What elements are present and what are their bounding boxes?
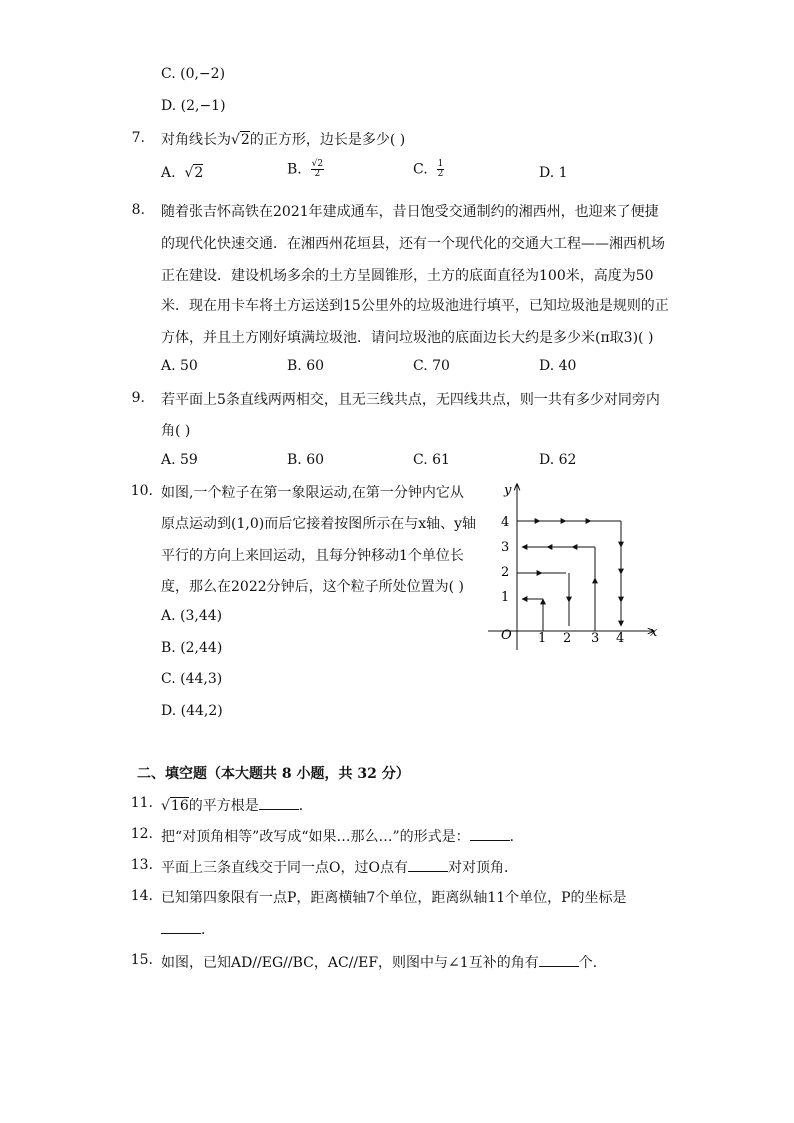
x-axis-label: x [650, 625, 658, 640]
q7-stem [161, 130, 405, 150]
q8-option-a: A. 50 [161, 358, 198, 374]
q15-blank[interactable] [539, 952, 579, 967]
q6-option-d: D. (2,−1) [161, 98, 226, 114]
x-tick-3: 3 [591, 631, 600, 646]
q9-option-b: B. 60 [287, 452, 325, 468]
q14-number: 14. [130, 888, 153, 904]
q8-line-2: 的现代化快速交通．在湘西州花垣县，还有一个现代化的交通大工程——湘西机场 [161, 236, 665, 252]
q9-option-d: D. 62 [539, 452, 577, 468]
y-tick-4: 4 [501, 515, 510, 530]
q14-line-2: ． [161, 919, 215, 940]
q7-option-d: D. 1 [539, 165, 568, 181]
q15-stem: 如图，已知AD//EG//BC，AC//EF，则图中与∠1互补的角有 个． [161, 952, 607, 973]
q10-particle-path-figure [486, 480, 666, 652]
q8-line-3: 正在建设．建设机场多余的土方呈圆锥形，土方的底面直径为100米，高度为50 [161, 268, 654, 284]
q15-number: 15. [130, 952, 153, 968]
q10-option-c: C. (44,3) [161, 671, 223, 687]
q8-line-4: 米．现在用卡车将土方运送到15公里外的垃圾池进行填平，已知垃圾池是规则的正 [161, 298, 669, 314]
q8-line-1: 随着张吉怀高铁在2021年建成通车，昔日饱受交通制约的湘西州，也迎来了便捷 [161, 204, 659, 220]
q6-option-c: C. (0,−2) [161, 66, 226, 82]
q11-stem: √16的平方根是 ． [161, 795, 313, 816]
q7-sqrt: √2 [231, 132, 250, 148]
x-tick-1: 1 [538, 631, 547, 646]
q13-number: 13. [130, 857, 153, 873]
q14-line-1: 已知第四象限有一点P，距离横轴7个单位，距离纵轴11个单位，P的坐标是 [161, 890, 627, 906]
particle-path [517, 521, 621, 631]
q12-stem: 把“对顶角相等”改写成“如果…那么…”的形式是： ． [161, 826, 524, 847]
q10-option-a: A. (3,44) [161, 608, 223, 624]
q13-blank[interactable] [408, 857, 448, 872]
q11-sqrt: √16 [161, 798, 189, 814]
y-tick-1: 1 [501, 590, 510, 605]
y-tick-3: 3 [501, 540, 510, 555]
x-tick-2: 2 [563, 631, 572, 646]
q9-line-1: 若平面上5条直线两两相交，且无三线共点，无四线共点，则一共有多少对同旁内 [161, 392, 660, 408]
q10-option-b: B. (2,44) [161, 640, 223, 656]
q9-number: 9. [131, 390, 145, 406]
q7-option-b: B. $\frac{√2}{2}$ [287, 159, 324, 179]
section-2-title: 二、填空题（本大题共 8 小题，共 32 分） [137, 766, 410, 782]
q10-number: 10. [130, 483, 153, 499]
q7-stem-pre: 对角线长为 [161, 132, 231, 148]
origin-label: O [501, 628, 512, 643]
q14-blank[interactable] [161, 919, 201, 934]
q9-option-c: C. 61 [413, 452, 450, 468]
q11-number: 11. [130, 795, 153, 811]
q10-line-4: 度，那么在2022分钟后，这个粒子所处位置为( ) [161, 579, 465, 595]
q8-option-b: B. 60 [287, 358, 325, 374]
q10-option-d: D. (44,2) [161, 703, 223, 719]
q10-line-2: 原点运动到(1,0)而后它接着按图所示在与x轴、y轴 [161, 516, 476, 532]
q12-number: 12. [130, 826, 153, 842]
q7-number: 7. [131, 130, 145, 146]
q7-stem-post: 的正方形，边长是多少( ) [249, 132, 406, 148]
q11-blank[interactable] [259, 795, 299, 810]
y-tick-2: 2 [501, 565, 510, 580]
q9-line-2: 角( ) [161, 423, 191, 439]
q8-number: 8. [131, 202, 145, 218]
q7-option-c: C. $\frac{1}{2}$ [413, 159, 444, 179]
q9-option-a: A. 59 [161, 452, 198, 468]
q8-option-d: D. 40 [539, 358, 577, 374]
q8-option-c: C. 70 [413, 358, 450, 374]
y-axis-label: y [504, 483, 512, 498]
q8-line-5: 方体，并且土方刚好填满垃圾池．请问垃圾池的底面边长大约是多少米(π取3)( ) [161, 330, 654, 346]
x-tick-4: 4 [616, 631, 625, 646]
q10-line-3: 平行的方向上来回运动，且每分钟移动1个单位长 [161, 548, 464, 564]
q7-option-a: A. √2 [161, 165, 204, 181]
q10-line-1: 如图,一个粒子在第一象限运动,在第一分钟内它从 [161, 485, 464, 501]
q12-blank[interactable] [470, 826, 510, 841]
q13-stem: 平面上三条直线交于同一点O，过O点有 对对顶角． [161, 857, 518, 878]
